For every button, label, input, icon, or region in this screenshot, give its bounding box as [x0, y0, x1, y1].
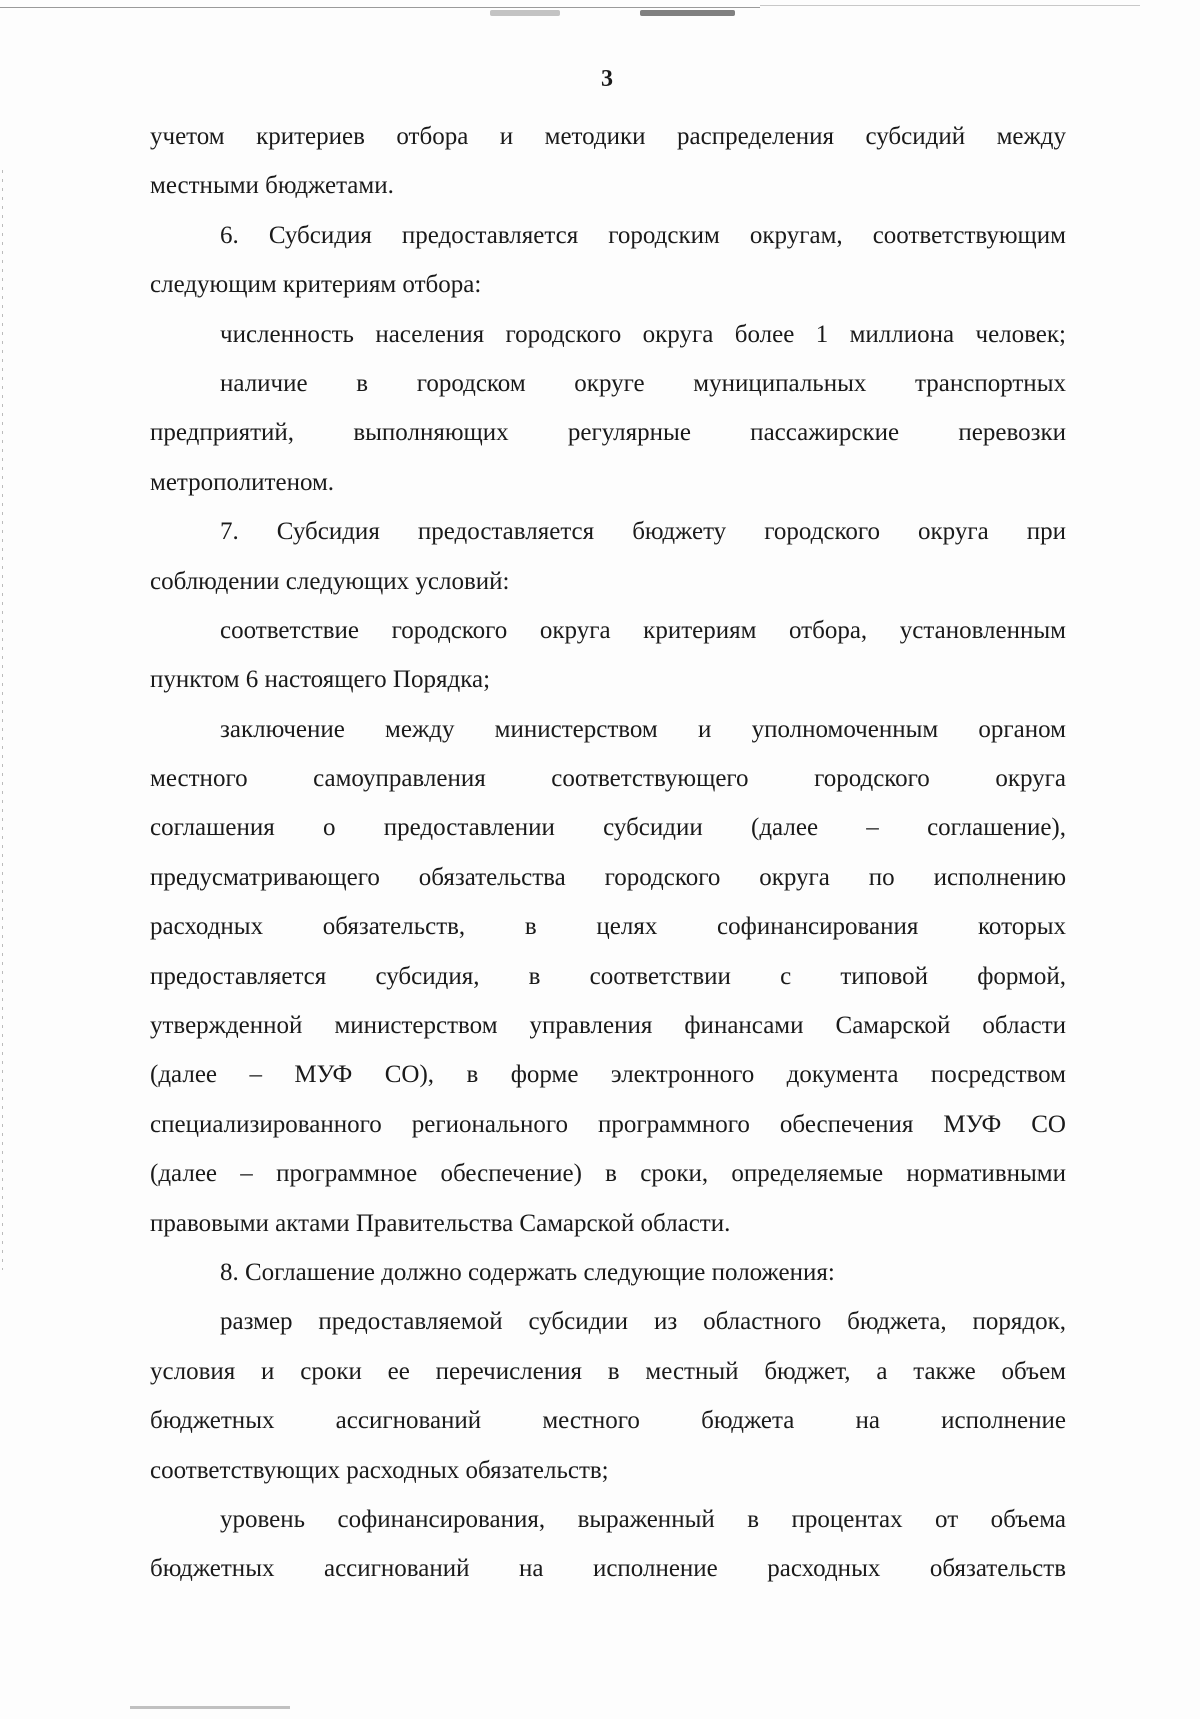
- text-line: следующим критериям отбора:: [150, 271, 482, 299]
- text-line: размер предоставляемой субсидии из областного бюджета, порядок,: [220, 1308, 1066, 1336]
- text-line: численность населения городского округа более 1 миллиона человек;: [220, 320, 1066, 348]
- text-line: условия и сроки ее перечисления в местный бюджет, а также объем: [150, 1357, 1066, 1385]
- text-line: соответствие городского округа критериям отбора, установленным: [220, 616, 1066, 644]
- text-line: учетом критериев отбора и методики распределения субсидий между: [150, 123, 1066, 150]
- text-line: бюджетных ассигнований местного бюджета на исполнение: [150, 1407, 1066, 1435]
- text-line: соглашения о предоставлении субсидии (далее – соглашение),: [150, 814, 1066, 842]
- text-line: 8. Соглашение должно содержать следующие положения:: [220, 1258, 835, 1286]
- scan-artifact-edge: [2, 170, 3, 1270]
- text-line: метрополитеном.: [150, 468, 335, 496]
- text-line: наличие в городском округе муниципальных транспортных: [220, 369, 1066, 397]
- text-line: 7. Субсидия предоставляется бюджету городского округа при: [220, 518, 1066, 546]
- scan-artifact-mark: [490, 10, 560, 16]
- text-line: (далее – программное обеспечение) в сроки, определяемые нормативными: [150, 1160, 1066, 1188]
- text-line: (далее – МУФ СО), в форме электронного документа посредством: [150, 1061, 1066, 1089]
- text-line: соответствующих расходных обязательств;: [150, 1456, 609, 1484]
- text-line: предприятий, выполняющих регулярные пассажирские перевозки: [150, 419, 1066, 447]
- text-line: соблюдении следующих условий:: [150, 567, 510, 595]
- document-body: [150, 112, 1066, 1594]
- text-line: утвержденной министерством управления финансами Самарской области: [150, 1012, 1066, 1040]
- text-line: 6. Субсидия предоставляется городским округам, соответствующим: [220, 221, 1066, 249]
- text-line: специализированного регионального программного обеспечения МУФ СО: [150, 1110, 1066, 1138]
- text-line: местными бюджетами.: [150, 172, 394, 200]
- text-line: уровень софинансирования, выраженный в процентах от объема: [220, 1505, 1066, 1533]
- text-line: местного самоуправления соответствующего городского округа: [150, 765, 1066, 793]
- text-line: заключение между министерством и уполномоченным органом: [220, 715, 1066, 743]
- text-line: предоставляется субсидия, в соответствии с типовой формой,: [150, 962, 1066, 990]
- text-line: расходных обязательств, в целях софинансирования которых: [150, 913, 1066, 941]
- scan-artifact-mark: [130, 1706, 290, 1709]
- text-line: правовыми актами Правительства Самарской области.: [150, 1209, 731, 1237]
- scan-artifact-mark: [640, 10, 735, 16]
- page-number: 3: [601, 66, 613, 92]
- text-line: предусматривающего обязательства городского округа по исполнению: [150, 863, 1066, 891]
- scan-artifact-line: [760, 5, 1140, 6]
- scan-artifact-line: [0, 7, 760, 8]
- text-line: пунктом 6 настоящего Порядка;: [150, 666, 491, 694]
- text-line: бюджетных ассигнований на исполнение расходных обязательств: [150, 1555, 1066, 1583]
